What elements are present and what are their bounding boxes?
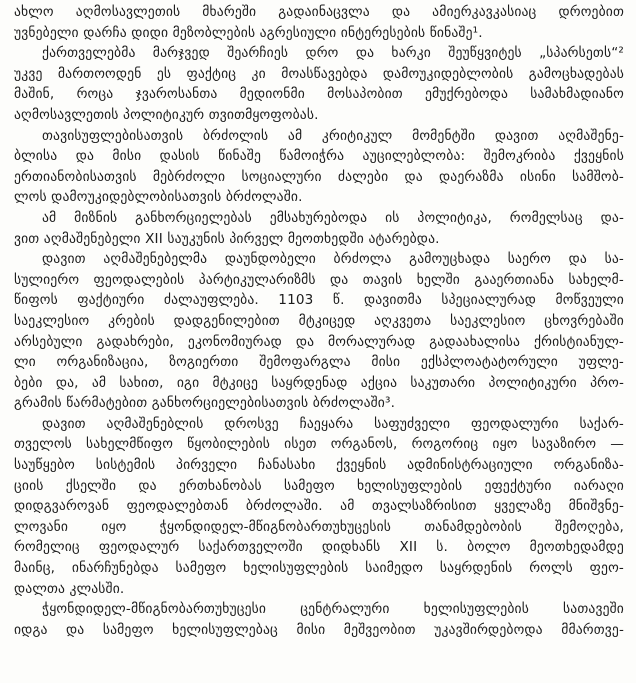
text-line: უკვე მართოოდენ ეს ფაქტიც კი მოასწავებდა დამოუკიდებლობის გამოცხადებას bbox=[14, 65, 624, 82]
text-line: ჭყონდიდელ-მწიგნობართუხუცესი ცენტრალური ხელისუფლების სათავეში bbox=[42, 601, 624, 618]
text-line: ერთიანობისათვის მებრძოლი სოციალური ძალები და დაერაზმა ისინი სამშობ- bbox=[14, 168, 624, 185]
text-line: დავით აღმაშენებელმა დაუნდობელი ბრძოლა გამოუცხადა საერო და სა- bbox=[42, 251, 624, 268]
text-line: საუწყებო სისტემის პირველი ჩანასახი ქვეყნის ადმინისტრაციული ორგანიზა- bbox=[14, 457, 624, 474]
text-line: თავისუფლებისათვის ბრძოლის ამ კრიტიკულ მომენტში დავით აღმაშენე- bbox=[42, 127, 624, 144]
text-line: ლი ორგანიზაცია, ზოგიერთი შემოფარგლა მისი ექსპლოატატორული უფლე- bbox=[14, 354, 624, 371]
body-text bbox=[14, 2, 624, 640]
text-line: გრამის წარმატებით განხორციელებისათვის ბრძოლაში³. bbox=[14, 395, 396, 412]
text-line: ამ მიზნის განხორციელებას ემსახურებოდა ის პოლიტიკა, რომელსაც და- bbox=[42, 209, 624, 226]
text-line: ლოს დამოუკიდებლობისათვის ბრძოლაში. bbox=[14, 189, 303, 206]
text-line: ლოვანი იყო ჭყონდიდელ-მწიგნობართუხუცესის თანამდებობის შემოღება, bbox=[14, 518, 624, 535]
text-line: უვნებელი დარჩა დიდი მეზობლების აგრესიული ინტერესების წინაშე¹. bbox=[14, 24, 483, 41]
text-line: თველოს სახელმწიფო წყობილების ისეთ ორგანოს, როგორიც იყო სავაზირო — bbox=[14, 436, 624, 453]
text-line: ქართველებმა მარჯვედ შეარჩიეს დრო და ხარკი შეუწყვიტეს „სპარსეთს“² bbox=[42, 45, 624, 62]
text-line: ვით აღმაშენებელი XII საუკუნის პირველ მეოთხედში ატარებდა. bbox=[14, 230, 440, 247]
text-line: ბები და, ამ სახით, იგი მტკიცე საყრდენად აქცია საკუთარი პოლიტიკური პრო- bbox=[14, 374, 624, 391]
text-line: დიდგვაროვან ფეოდალებთან ბრძოლაში. ამ თვალსაზრისით ყველაზე მნიშვნე- bbox=[14, 498, 624, 515]
text-line: დავით აღმაშენებლის დროსვე ჩაეყარა საფუძველი ფეოდალური საქარ- bbox=[42, 415, 624, 432]
text-line: საეკლესიო კრების დადგენილებით მტკიცედ აღკვეთა საეკლესიო ცხოვრებაში bbox=[14, 312, 624, 329]
text-line: სულიერო ფეოდალების პარტიკულარიზმს და თავის ხელში გააერთიანა სახელმ- bbox=[14, 271, 624, 288]
text-line: რომელიც ფეოდალურ საქართველოში დიდხანს XII ს. ბოლო მეოთხედამდე bbox=[14, 539, 624, 556]
text-line: არსებული გადახრები, ეკონომიურად და მორალურად გადაახალისა ქრისტიანულ- bbox=[14, 333, 624, 350]
text-line: წიფოს ფაქტიური ძალაუფლება. 1103 წ. დავითმა სპეციალურად მოწვეული bbox=[14, 292, 624, 309]
text-line: ციის ქსელში და ერთხანობას სამეფო ხელისუფლების ეფექტური იარაღი bbox=[14, 477, 624, 494]
text-line: ბლისა და მისი დასის წინაშე წამოიჭრა აუცილებლობა: შემოკრიბა ქვეყნის bbox=[14, 148, 624, 165]
text-line: მაშინ, როცა ჯვაროსანთა მედიონმი მოსაპობით ემუქრებოდა სამახმადიანო bbox=[14, 86, 624, 103]
text-line: დალთა კლასში. bbox=[14, 580, 125, 597]
text-line: აღმოსავლეთის პოლიტიკურ თვითმყოფობას. bbox=[14, 106, 319, 123]
text-line: ახლო აღმოსავლეთის მხარეში გადაინაცვლა და ამიერკავკასიაც დროებით bbox=[14, 4, 624, 20]
text-line: მაინც, ინარჩუნებდა სამეფო ხელისუფლების საიმედო საყრდენის როლს ფეო- bbox=[14, 560, 624, 577]
text-line: იდგა და სამეფო ხელისუფლებაც მისი მეშვეობით უკავშირდებოდა მმართვე- bbox=[14, 621, 624, 638]
